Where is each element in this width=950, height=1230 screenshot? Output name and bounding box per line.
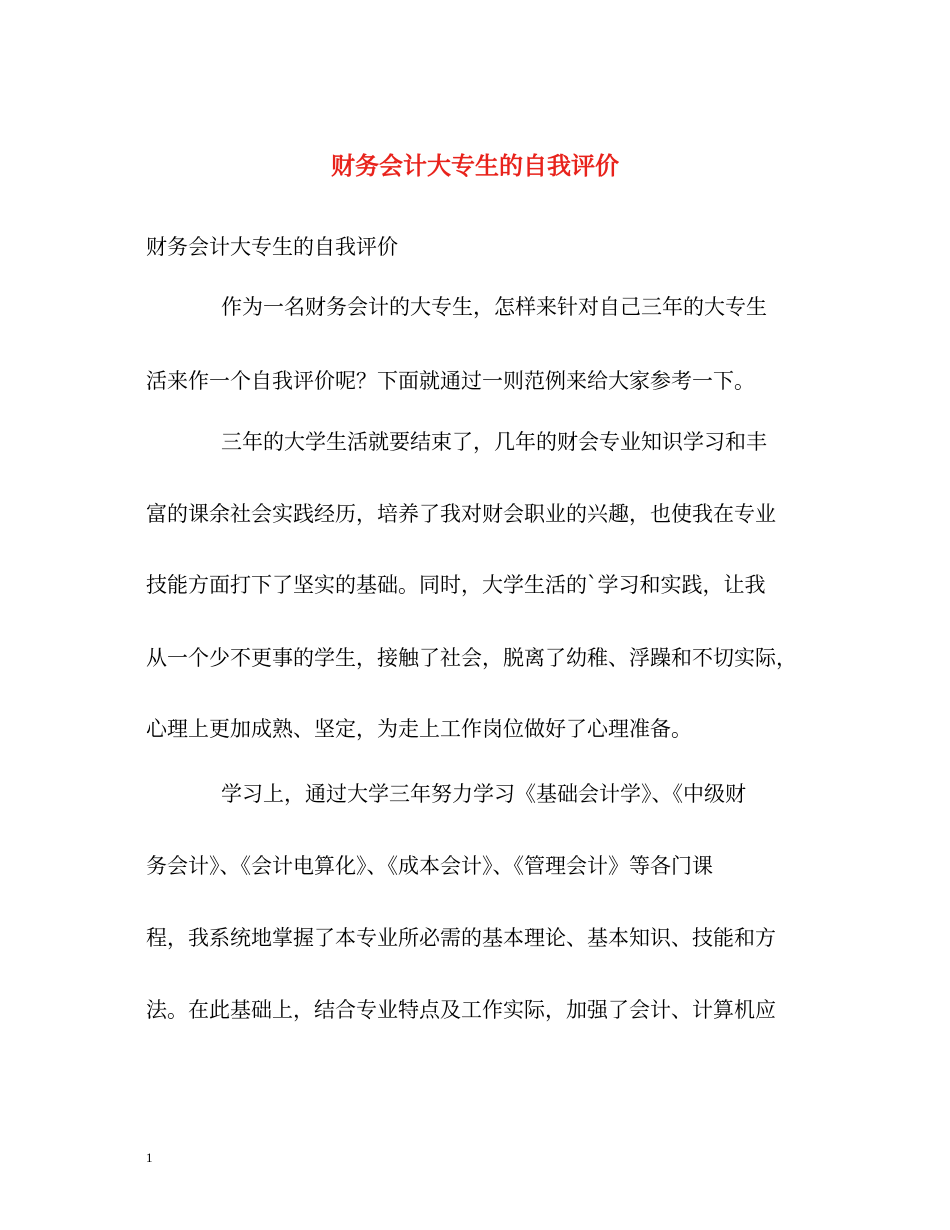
document-title: 财务会计大专生的自我评价 xyxy=(331,151,619,180)
paragraph-line: 心理上更加成熟、坚定，为走上工作岗位做好了心理准备。 xyxy=(146,717,692,741)
paragraph-line: 富的课余社会实践经历，培养了我对财会职业的兴趣，也使我在专业 xyxy=(146,502,776,526)
paragraph-line: 三年的大学生活就要结束了，几年的财会专业知识学习和丰 xyxy=(221,430,767,454)
paragraph-line: 作为一名财务会计的大专生，怎样来针对自己三年的大专生 xyxy=(221,295,767,319)
paragraph-line: 从一个少不更事的学生，接触了社会，脱离了幼稚、浮躁和不切实际， xyxy=(146,646,797,670)
paragraph-line: 法。在此基础上，结合专业特点及工作实际，加强了会计、计算机应 xyxy=(146,998,776,1022)
paragraph-line: 技能方面打下了坚实的基础。同时，大学生活的`学习和实践，让我 xyxy=(146,573,766,597)
document-subtitle: 财务会计大专生的自我评价 xyxy=(146,235,398,259)
paragraph-line: 活来作一个自我评价呢？下面就通过一则范例来给大家参考一下。 xyxy=(146,369,755,393)
paragraph-line: 务会计》、《会计电算化》、《成本会计》、《管理会计》等各门课 xyxy=(146,854,713,878)
page-number: 1 xyxy=(146,1150,153,1165)
paragraph-line: 程，我系统地掌握了本专业所必需的基本理论、基本知识、技能和方 xyxy=(146,926,776,950)
paragraph-line: 学习上，通过大学三年努力学习《基础会计学》、《中级财 xyxy=(221,782,746,806)
